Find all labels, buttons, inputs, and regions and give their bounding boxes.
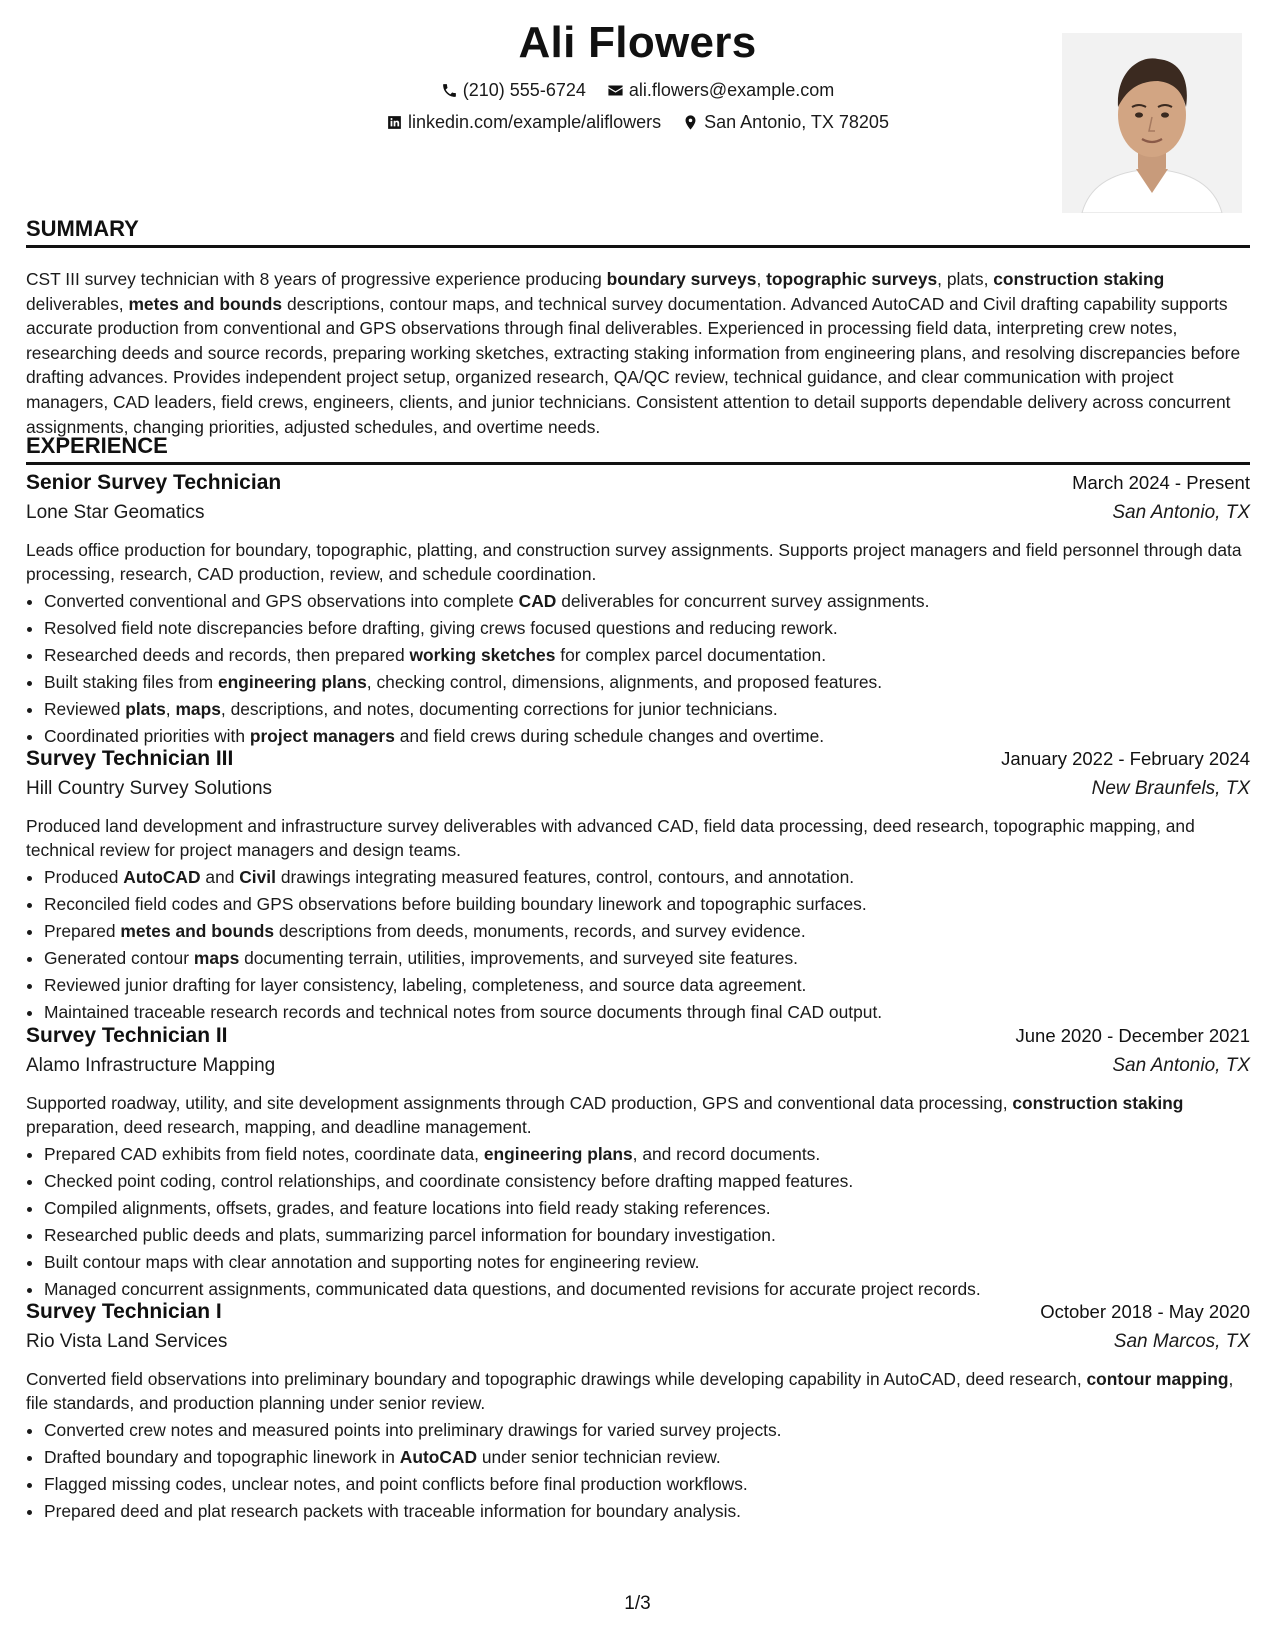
job-company-row	[26, 778, 1250, 809]
company-name: Rio Vista Land Services	[26, 1331, 228, 1352]
text-run: , and record documents.	[632, 1144, 821, 1164]
job-header-row	[26, 1024, 1250, 1055]
list-item	[44, 1444, 1250, 1471]
list-item	[44, 1195, 1250, 1222]
job-dates: October 2018 - May 2020	[1040, 1301, 1250, 1322]
location-contact	[682, 112, 889, 133]
text-run: Built staking files from	[44, 672, 218, 692]
list-item	[44, 588, 1250, 615]
text-run: ,	[165, 699, 176, 719]
bold-keyword: AutoCAD	[399, 1447, 478, 1467]
list-item	[44, 945, 1250, 972]
bold-keyword: boundary surveys	[606, 269, 757, 289]
bold-keyword: metes and bounds	[128, 293, 283, 314]
text-run: deliverables,	[26, 293, 129, 314]
job-description	[26, 814, 1250, 862]
job-company-row	[26, 1331, 1250, 1362]
job-entry	[26, 1300, 1250, 1525]
list-item	[44, 642, 1250, 669]
job-company-row	[26, 502, 1250, 533]
bold-keyword: project managers	[249, 726, 395, 746]
bold-keyword: construction staking	[1012, 1093, 1184, 1113]
job-bullet-list	[26, 1417, 1250, 1525]
text-run: under senior technician review.	[477, 1447, 721, 1467]
job-bullet-list	[26, 588, 1250, 750]
text-run: Supported roadway, utility, and site development assignments through CAD production, GPS and conventional data processing,	[26, 1093, 1013, 1113]
bold-keyword: topographic surveys	[766, 269, 938, 289]
company-name: Alamo Infrastructure Mapping	[26, 1055, 276, 1076]
text-run: , descriptions, and notes, documenting corrections for junior technicians.	[220, 699, 778, 719]
bold-keyword: CAD	[518, 591, 557, 611]
job-title: Senior Survey Technician	[26, 471, 282, 494]
list-item	[44, 972, 1250, 999]
text-run: documenting terrain, utilities, improvements, and surveyed site features.	[239, 948, 798, 968]
text-run: Flagged missing codes, unclear notes, and point conflicts before final production workflows.	[44, 1474, 748, 1494]
job-location: San Antonio, TX	[1112, 1055, 1250, 1076]
text-run: Resolved field note discrepancies before drafting, giving crews focused questions and reducing rework.	[44, 618, 838, 638]
list-item	[44, 864, 1250, 891]
list-item	[44, 918, 1250, 945]
text-run: and	[200, 867, 240, 887]
list-item	[44, 1417, 1250, 1444]
text-run: Reconciled field codes and GPS observations before building boundary linework and topographic surfaces.	[44, 894, 867, 914]
text-run: Managed concurrent assignments, communicated data questions, and documented revisions for accurate project records.	[44, 1279, 981, 1299]
job-header-row	[26, 471, 1250, 502]
phone-text: (210) 555-6724	[462, 80, 586, 100]
email-text: ali.flowers@example.com	[628, 80, 835, 100]
text-run: Converted field observations into preliminary boundary and topographic drawings while developing capability in AutoCAD, deed research,	[26, 1369, 1087, 1389]
job-location: San Marcos, TX	[1113, 1331, 1250, 1352]
linkedin-contact[interactable]	[386, 112, 661, 133]
list-item	[44, 1276, 1250, 1303]
text-run: ,	[756, 269, 767, 289]
text-run: Generated contour	[44, 948, 194, 968]
company-name: Hill Country Survey Solutions	[26, 778, 273, 799]
job-dates: January 2022 - February 2024	[1001, 748, 1250, 769]
text-run: Produced	[44, 867, 124, 887]
bold-keyword: Civil	[239, 867, 276, 887]
bold-keyword: engineering plans	[483, 1144, 633, 1164]
text-run: Reviewed junior drafting for layer consistency, labeling, completeness, and source data agreement.	[44, 975, 807, 995]
list-item	[44, 891, 1250, 918]
job-entry	[26, 747, 1250, 1026]
text-run: Converted conventional and GPS observations into complete	[44, 591, 519, 611]
summary-heading: SUMMARY	[26, 216, 1250, 248]
job-header-row	[26, 1300, 1250, 1331]
linkedin-text: linkedin.com/example/aliflowers	[408, 112, 662, 132]
bold-keyword: working sketches	[409, 645, 556, 665]
text-run: Drafted boundary and topographic linework in	[44, 1447, 400, 1467]
job-dates: June 2020 - December 2021	[1015, 1025, 1250, 1046]
summary-text	[26, 267, 1252, 439]
job-entry	[26, 471, 1250, 750]
profile-photo	[1062, 33, 1242, 213]
text-run: Prepared CAD exhibits from field notes, coordinate data,	[44, 1144, 484, 1164]
text-run: Researched public deeds and plats, summarizing parcel information for boundary investigation.	[44, 1225, 776, 1245]
job-dates: March 2024 - Present	[1072, 472, 1250, 493]
text-run: preparation, deed research, mapping, and deadline management.	[26, 1117, 532, 1137]
job-description	[26, 538, 1250, 586]
list-item	[44, 999, 1250, 1026]
list-item	[44, 1222, 1250, 1249]
list-item	[44, 696, 1250, 723]
phone-icon	[441, 82, 458, 99]
text-run: Leads office production for boundary, topographic, platting, and construction survey assignments. Supports project managers and field personnel through data processing, research, CAD production, review, and schedule coordination.	[26, 540, 1242, 584]
text-run: Checked point coding, control relationships, and coordinate consistency before drafting mapped features.	[44, 1171, 854, 1191]
text-run: CST III survey technician with 8 years of progressive experience producing	[26, 269, 607, 289]
text-run: Built contour maps with clear annotation and supporting notes for engineering review.	[44, 1252, 700, 1272]
job-bullet-list	[26, 864, 1250, 1026]
bold-keyword: maps	[175, 699, 221, 719]
bold-keyword: plats	[125, 699, 166, 719]
text-run: Researched deeds and records, then prepared	[44, 645, 410, 665]
bold-keyword: engineering plans	[217, 672, 367, 692]
text-run: Coordinated priorities with	[44, 726, 250, 746]
text-run: Maintained traceable research records and technical notes from source documents through final CAD output.	[44, 1002, 883, 1022]
text-run: Compiled alignments, offsets, grades, and feature locations into field ready staking references.	[44, 1198, 771, 1218]
list-item	[44, 1498, 1250, 1525]
envelope-icon	[607, 82, 624, 99]
text-run: Reviewed	[44, 699, 126, 719]
list-item	[44, 1249, 1250, 1276]
text-run: Produced land development and infrastructure survey deliverables with advanced CAD, field data processing, deed research, topographic mapping, and technical review for project managers and design teams.	[26, 816, 1195, 860]
job-location: New Braunfels, TX	[1091, 778, 1250, 799]
job-description	[26, 1367, 1250, 1415]
text-run: descriptions, contour maps, and technical survey documentation. Advanced AutoCAD and Civil drafting capability supports accurate production from conventional and GPS observations through final deliverables. Experienced in processing field data, interpreting crew notes, researching deeds and source records, preparing working sketches, extracting staking information from engineering plans, and resolving discrepancies before drafting advances. Provides independent project setup, organized research, QA/QC review, technical guidance, and clear communication with project managers, CAD leaders, field crews, engineers, clients, and junior technicians. Consistent attention to detail supports dependable delivery across concurrent assignments, changing priorities, adjusted schedules, and overtime needs.	[26, 293, 1241, 437]
job-description	[26, 1091, 1250, 1139]
text-run: deliverables for concurrent survey assignments.	[556, 591, 930, 611]
list-item	[44, 1141, 1250, 1168]
text-run: Converted crew notes and measured points into preliminary drawings for varied survey projects.	[44, 1420, 782, 1440]
list-item	[44, 1168, 1250, 1195]
page-number: 1/3	[624, 1593, 651, 1614]
company-name: Lone Star Geomatics	[26, 502, 205, 523]
job-bullet-list	[26, 1141, 1250, 1303]
linkedin-icon	[386, 114, 403, 131]
list-item	[44, 615, 1250, 642]
job-location: San Antonio, TX	[1112, 502, 1250, 523]
job-title: Survey Technician III	[26, 747, 234, 770]
text-run: Prepared	[44, 921, 121, 941]
text-run: drawings integrating measured features, control, contours, and annotation.	[275, 867, 855, 887]
bold-keyword: maps	[193, 948, 240, 968]
bold-keyword: construction staking	[993, 269, 1165, 289]
list-item	[44, 723, 1250, 750]
bold-keyword: AutoCAD	[123, 867, 201, 887]
profile-photo-illustration	[1062, 33, 1242, 213]
text-run: , checking control, dimensions, alignments, and proposed features.	[366, 672, 883, 692]
experience-heading: EXPERIENCE	[26, 433, 1250, 465]
bold-keyword: metes and bounds	[120, 921, 275, 941]
job-title: Survey Technician II	[26, 1024, 228, 1047]
job-entry	[26, 1024, 1250, 1303]
bold-keyword: contour mapping	[1086, 1369, 1229, 1389]
job-company-row	[26, 1055, 1250, 1086]
phone-contact[interactable]	[441, 80, 586, 101]
list-item	[44, 669, 1250, 696]
job-header-row	[26, 747, 1250, 778]
job-title: Survey Technician I	[26, 1300, 222, 1323]
text-run: , plats,	[937, 269, 994, 289]
text-run: , file standards, and production planning under senior review.	[26, 1369, 1234, 1413]
candidate-name: Ali Flowers	[518, 18, 757, 67]
text-run: Prepared deed and plat research packets with traceable information for boundary analysis.	[44, 1501, 741, 1521]
email-contact[interactable]	[607, 80, 834, 101]
map-pin-icon	[682, 114, 699, 131]
list-item	[44, 1471, 1250, 1498]
text-run: and field crews during schedule changes and overtime.	[394, 726, 825, 746]
text-run: for complex parcel documentation.	[555, 645, 827, 665]
text-run: descriptions from deeds, monuments, records, and survey evidence.	[274, 921, 806, 941]
location-text: San Antonio, TX 78205	[704, 112, 889, 132]
